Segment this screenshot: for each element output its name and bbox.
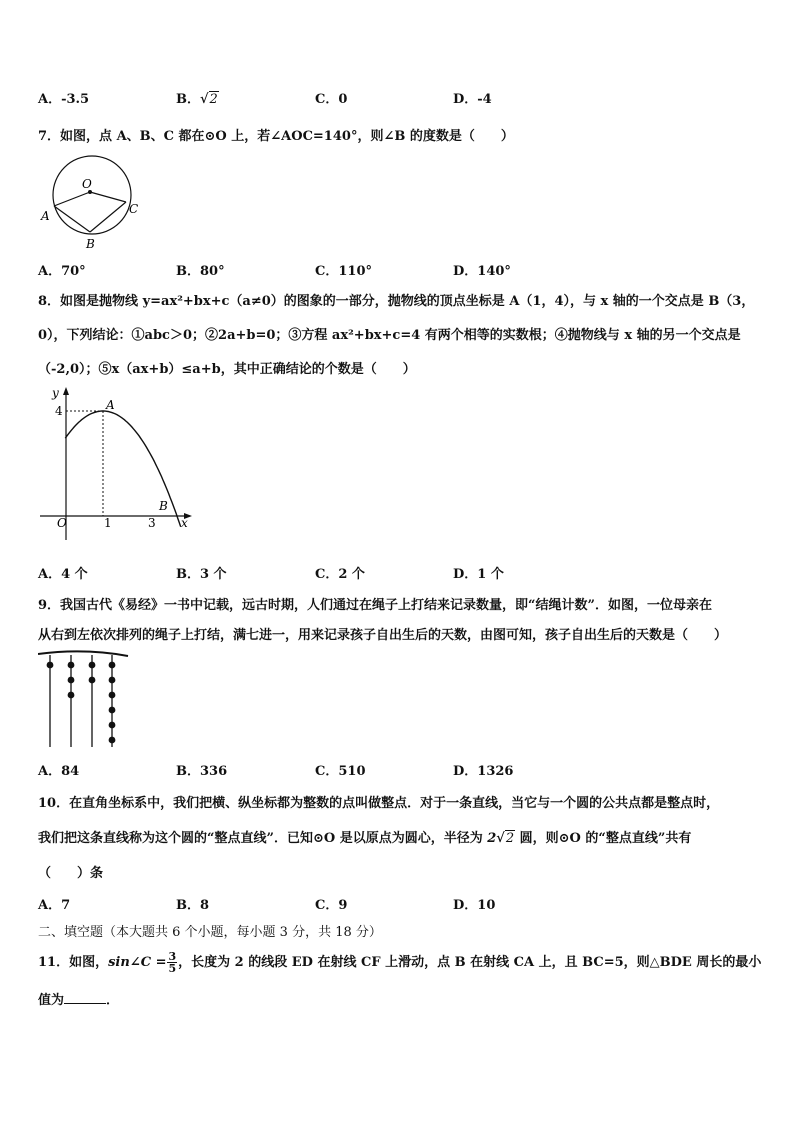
q9-option-c: C．510 [315,764,366,779]
fraction-3-5: $\frac{3}{5}$ [168,950,177,975]
q8-line-3: （-2,0）；⑤x（ax+b）≤a+b，其中正确结论的个数是（ ） [38,362,416,377]
knot [109,677,116,684]
q7-option-b: B．80° [176,264,225,279]
circle-o [53,156,131,234]
knot [109,722,116,729]
q9-line-1: 9．我国古代《易经》一书中记载，远古时期，人们通过在绳子上打结来记录数量，即“结绳计数”．如图，一位母亲在 [38,598,713,613]
q7-option-c: C．110° [315,264,372,279]
q10-options [38,894,758,912]
q9-rope-figure [38,650,130,750]
knot [109,662,116,669]
sin-c-label: sin∠C = [108,955,167,970]
q10-option-c: C．9 [315,898,348,913]
knot [47,662,54,669]
q8-option-a: A．4 个 [38,567,88,582]
radius-value: 2√2 [487,831,515,846]
q7-option-a: A．70° [38,264,86,279]
q7-option-d: D．140° [453,264,511,279]
q10-line-1: 10．在直角坐标系中，我们把横、纵坐标都为整数的点叫做整点．对于一条直线，当它与一个圆的公共点都是整点时， [38,796,720,811]
q9-options [38,760,758,778]
q10-option-b: B．8 [176,898,210,913]
q9-option-d: D．1326 [453,764,514,779]
tick-label-3: 3 [148,516,156,530]
q10-line-2: 我们把这条直线称为这个圆的“整点直线”．已知⊙O 是以原点为圆心，半径为 2√2 圆，则⊙O 的“整点直线”共有 [38,831,692,846]
knot [109,707,116,714]
label-c: C [129,202,139,216]
knot [68,677,75,684]
rope-group [47,655,116,747]
label-b: B [86,237,95,251]
knot [109,692,116,699]
q10-option-a: A．7 [38,898,71,913]
q9-option-b: B．336 [176,764,228,779]
axis-label-y: y [52,386,59,400]
q8-options [38,563,758,581]
label-a: A [41,209,50,223]
tick-label-1: 1 [104,516,112,530]
q6-option-b-sqrt: √2 [200,92,218,107]
section-2-heading: 二、填空题（本大题共 6 个小题，每小题 3 分，共 18 分） [38,925,382,940]
q7-stem: 7．如图，点 A、B、C 都在⊙O 上，若∠AOC=140°，则∠B 的度数是（ ） [38,129,514,144]
q8-line-1: 8．如图是抛物线 y=ax²+bx+c（a≠0）的图象的一部分，抛物线的顶点坐标是 A（1，4），与 x 轴的一个交点是 B（3， [38,294,755,309]
knot [89,677,96,684]
knot [89,662,96,669]
q8-option-b: B．3 个 [176,567,227,582]
axis-label-x: x [181,516,188,530]
label-o: O [82,177,92,191]
q6-options [38,88,758,106]
knot [68,692,75,699]
vertex-label-a: A [106,398,115,412]
q8-parabola-figure [38,385,198,545]
q10-option-d: D．10 [453,898,496,913]
q6-option-d: D．-4 [453,92,492,107]
q6-option-b: B．√2 [176,92,218,107]
tick-label-4: 4 [55,404,63,418]
q8-option-d: D．1 个 [453,567,504,582]
q7-options [38,260,758,278]
q9-option-a: A．84 [38,764,80,779]
q11-line-1: 11．如图，sin∠C = $\frac{3}{5}$ ，长度为 2 的线段 ED 在射线 CF 上滑动，点 B 在射线 CA 上，且 BC=5，则△BDE 周长的最小 [38,950,762,975]
rope-bar [38,651,128,656]
knot [68,662,75,669]
q10-line-3: （ ）条 [38,866,104,881]
q6-option-c: C．0 [315,92,348,107]
q6-option-a: A．-3.5 [38,92,90,107]
q9-line-2: 从右到左依次排列的绳子上打结，满七进一，用来记录孩子自出生后的天数，由图可知，孩子自出生后的天数是（ ） [38,628,728,643]
q7-circle-figure [38,154,148,252]
root-label-b: B [159,499,168,513]
q11-line-2: 值为 ． [38,993,120,1008]
knot [109,737,116,744]
q8-line-2: 0），下列结论：①abc＞0；②2a+b=0；③方程 ax²+bx+c=4 有两个相等的实数根；④抛物线与 x 轴的另一个交点是 [38,328,741,343]
origin-label: O [57,516,67,530]
answer-blank[interactable] [64,991,106,1004]
q8-option-c: C．2 个 [315,567,365,582]
